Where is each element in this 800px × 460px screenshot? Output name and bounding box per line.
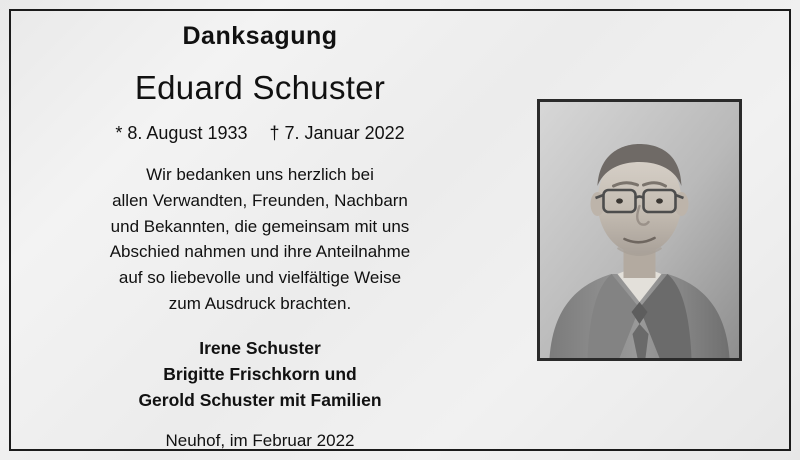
thank-you-line: und Bekannten, die gemeinsam mit uns (110, 216, 410, 236)
birth-date: * 8. August 1933 (115, 123, 248, 143)
survivor-line: Irene Schuster (199, 337, 321, 358)
life-dates (115, 123, 404, 144)
survivor-line: Gerold Schuster mit Familien (138, 390, 382, 411)
deceased-name: Eduard Schuster (134, 69, 386, 106)
thank-you-line: Wir bedanken uns herzlich bei (146, 165, 374, 184)
thank-you-line: allen Verwandten, Freunden, Nachbarn (112, 190, 408, 210)
portrait-illustration (540, 102, 739, 358)
thank-you-text (110, 162, 411, 317)
notice-heading: Danksagung (182, 22, 338, 50)
place-and-date: Neuhof, im Februar 2022 (165, 430, 355, 450)
thank-you-line: zum Ausdruck brachten. (168, 294, 352, 314)
death-date: † 7. Januar 2022 (269, 123, 405, 143)
thank-you-line: auf so liebevolle und vielfältige Weise (118, 268, 402, 288)
survivors-list (138, 335, 381, 414)
portrait-photo (537, 99, 742, 361)
thank-you-line: Abschied nahmen und ihre Anteilnahme (109, 242, 411, 262)
survivor-line: Brigitte Frischkorn und (163, 364, 357, 385)
